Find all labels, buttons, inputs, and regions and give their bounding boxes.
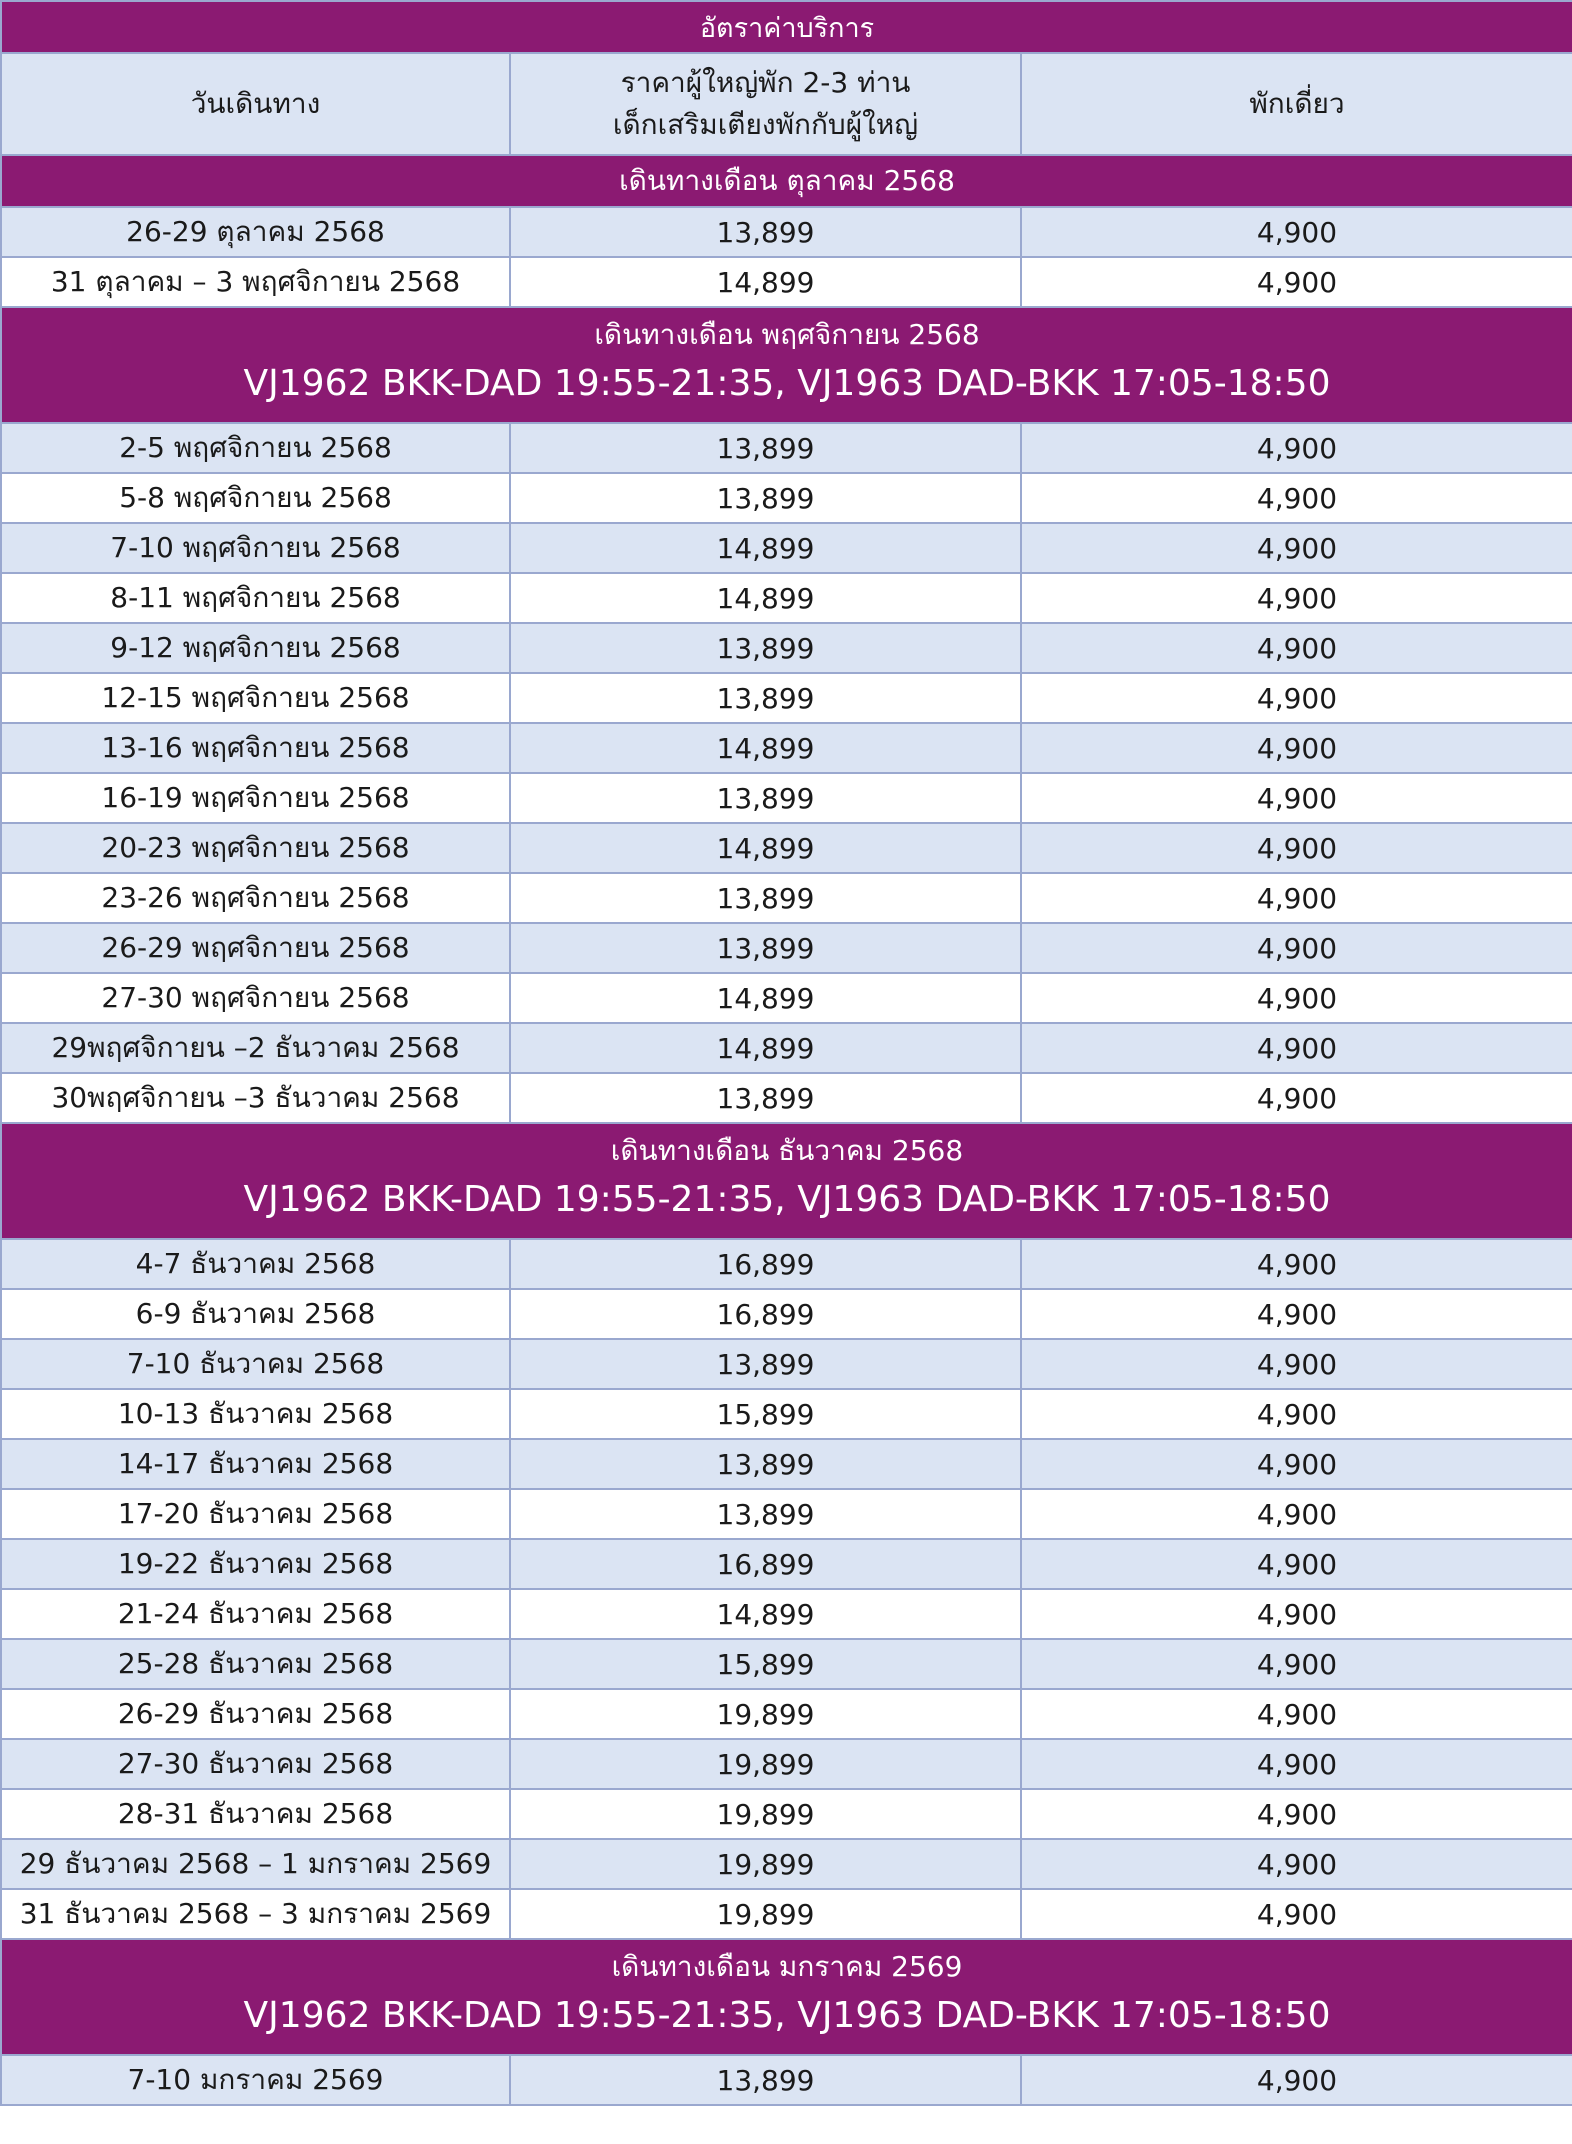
cell-single-supplement: 4,900 [1021, 257, 1572, 307]
table-row [1, 823, 1572, 873]
cell-single-supplement: 4,900 [1021, 1289, 1572, 1339]
cell-single-supplement: 4,900 [1021, 773, 1572, 823]
cell-single-supplement: 4,900 [1021, 723, 1572, 773]
table-row [1, 873, 1572, 923]
cell-travel-date: 25-28 ธันวาคม 2568 [1, 1639, 510, 1689]
table-row [1, 473, 1572, 523]
cell-travel-date: 16-19 พฤศจิกายน 2568 [1, 773, 510, 823]
cell-travel-date: 31 ตุลาคม – 3 พฤศจิกายน 2568 [1, 257, 510, 307]
cell-single-supplement: 4,900 [1021, 623, 1572, 673]
table-row [1, 1289, 1572, 1339]
cell-adult-price: 16,899 [510, 1289, 1021, 1339]
table-row [1, 1889, 1572, 1939]
header-adult-price [510, 53, 1021, 155]
cell-adult-price: 19,899 [510, 1739, 1021, 1789]
table-row [1, 257, 1572, 307]
rate-table-body [1, 1, 1572, 2105]
cell-adult-price: 13,899 [510, 1339, 1021, 1389]
cell-single-supplement: 4,900 [1021, 1539, 1572, 1589]
cell-adult-price: 14,899 [510, 1023, 1021, 1073]
cell-travel-date: 17-20 ธันวาคม 2568 [1, 1489, 510, 1539]
table-row [1, 1389, 1572, 1439]
cell-travel-date: 31 ธันวาคม 2568 – 3 มกราคม 2569 [1, 1889, 510, 1939]
cell-travel-date: 26-29 ตุลาคม 2568 [1, 207, 510, 257]
cell-travel-date: 21-24 ธันวาคม 2568 [1, 1589, 510, 1639]
cell-single-supplement: 4,900 [1021, 1389, 1572, 1439]
cell-travel-date: 7-10 มกราคม 2569 [1, 2055, 510, 2105]
cell-travel-date: 26-29 พฤศจิกายน 2568 [1, 923, 510, 973]
cell-single-supplement: 4,900 [1021, 1889, 1572, 1939]
month-label: เดินทางเดือน พฤศจิกายน 2568 [594, 318, 980, 352]
table-row [1, 1589, 1572, 1639]
cell-travel-date: 13-16 พฤศจิกายน 2568 [1, 723, 510, 773]
table-row [1, 1639, 1572, 1689]
cell-travel-date: 4-7 ธันวาคม 2568 [1, 1239, 510, 1289]
cell-adult-price: 13,899 [510, 1439, 1021, 1489]
cell-travel-date: 29พฤศจิกายน –2 ธันวาคม 2568 [1, 1023, 510, 1073]
table-row [1, 1539, 1572, 1589]
flight-info: VJ1962 BKK-DAD 19:55-21:35, VJ1963 DAD-BKK 17:05-18:50 [243, 363, 1331, 405]
cell-single-supplement: 4,900 [1021, 1589, 1572, 1639]
table-row [1, 1339, 1572, 1389]
cell-travel-date: 20-23 พฤศจิกายน 2568 [1, 823, 510, 873]
title-row [1, 1, 1572, 53]
cell-single-supplement: 4,900 [1021, 573, 1572, 623]
cell-travel-date: 30พฤศจิกายน –3 ธันวาคม 2568 [1, 1073, 510, 1123]
cell-travel-date: 9-12 พฤศจิกายน 2568 [1, 623, 510, 673]
month-banner [1, 155, 1572, 207]
cell-single-supplement: 4,900 [1021, 823, 1572, 873]
cell-adult-price: 13,899 [510, 873, 1021, 923]
table-row [1, 1839, 1572, 1889]
cell-travel-date: 7-10 ธันวาคม 2568 [1, 1339, 510, 1389]
month-label: เดินทางเดือน ตุลาคม 2568 [619, 164, 955, 197]
table-row [1, 1489, 1572, 1539]
table-row [1, 973, 1572, 1023]
cell-travel-date: 28-31 ธันวาคม 2568 [1, 1789, 510, 1839]
header-date: วันเดินทาง [1, 53, 510, 155]
cell-adult-price: 13,899 [510, 2055, 1021, 2105]
cell-single-supplement: 4,900 [1021, 423, 1572, 473]
flight-info: VJ1962 BKK-DAD 19:55-21:35, VJ1963 DAD-BKK 17:05-18:50 [243, 1179, 1331, 1221]
table-row [1, 523, 1572, 573]
cell-adult-price: 19,899 [510, 1789, 1021, 1839]
cell-single-supplement: 4,900 [1021, 207, 1572, 257]
table-row [1, 773, 1572, 823]
cell-travel-date: 27-30 พฤศจิกายน 2568 [1, 973, 510, 1023]
table-row [1, 1689, 1572, 1739]
cell-adult-price: 14,899 [510, 523, 1021, 573]
cell-single-supplement: 4,900 [1021, 1639, 1572, 1689]
cell-adult-price: 14,899 [510, 1589, 1021, 1639]
cell-adult-price: 13,899 [510, 923, 1021, 973]
cell-single-supplement: 4,900 [1021, 973, 1572, 1023]
cell-single-supplement: 4,900 [1021, 473, 1572, 523]
cell-travel-date: 14-17 ธันวาคม 2568 [1, 1439, 510, 1489]
table-row [1, 623, 1572, 673]
cell-adult-price: 19,899 [510, 1889, 1021, 1939]
cell-adult-price: 13,899 [510, 423, 1021, 473]
cell-travel-date: 26-29 ธันวาคม 2568 [1, 1689, 510, 1739]
flight-info: VJ1962 BKK-DAD 19:55-21:35, VJ1963 DAD-BKK 17:05-18:50 [243, 1995, 1331, 2037]
cell-travel-date: 10-13 ธันวาคม 2568 [1, 1389, 510, 1439]
cell-single-supplement: 4,900 [1021, 523, 1572, 573]
cell-single-supplement: 4,900 [1021, 1839, 1572, 1889]
header-row [1, 53, 1572, 155]
month-label: เดินทางเดือน ธันวาคม 2568 [610, 1134, 964, 1168]
table-row [1, 673, 1572, 723]
cell-adult-price: 13,899 [510, 1489, 1021, 1539]
cell-adult-price: 16,899 [510, 1239, 1021, 1289]
cell-single-supplement: 4,900 [1021, 1339, 1572, 1389]
month-banner-row [1, 1939, 1572, 2055]
cell-adult-price: 13,899 [510, 473, 1021, 523]
cell-adult-price: 14,899 [510, 573, 1021, 623]
cell-travel-date: 6-9 ธันวาคม 2568 [1, 1289, 510, 1339]
cell-single-supplement: 4,900 [1021, 2055, 1572, 2105]
cell-adult-price: 14,899 [510, 723, 1021, 773]
month-banner-row [1, 1123, 1572, 1239]
header-adult-line2: เด็กเสริมเตียงพักกับผู้ใหญ่ [612, 108, 919, 141]
cell-single-supplement: 4,900 [1021, 1739, 1572, 1789]
cell-adult-price: 13,899 [510, 207, 1021, 257]
cell-travel-date: 7-10 พฤศจิกายน 2568 [1, 523, 510, 573]
header-adult-line1: ราคาผู้ใหญ่พัก 2-3 ท่าน [620, 66, 911, 99]
cell-single-supplement: 4,900 [1021, 1789, 1572, 1839]
table-title: อัตราค่าบริการ [1, 1, 1572, 53]
table-row [1, 1073, 1572, 1123]
table-row [1, 1739, 1572, 1789]
table-row [1, 723, 1572, 773]
cell-single-supplement: 4,900 [1021, 1439, 1572, 1489]
cell-adult-price: 14,899 [510, 257, 1021, 307]
cell-single-supplement: 4,900 [1021, 1073, 1572, 1123]
table-row [1, 923, 1572, 973]
month-banner-row [1, 155, 1572, 207]
cell-adult-price: 14,899 [510, 973, 1021, 1023]
cell-single-supplement: 4,900 [1021, 1689, 1572, 1739]
cell-adult-price: 13,899 [510, 623, 1021, 673]
cell-single-supplement: 4,900 [1021, 873, 1572, 923]
cell-travel-date: 8-11 พฤศจิกายน 2568 [1, 573, 510, 623]
table-row [1, 2055, 1572, 2105]
table-row [1, 1023, 1572, 1073]
month-banner [1, 1123, 1572, 1239]
cell-adult-price: 13,899 [510, 673, 1021, 723]
cell-adult-price: 14,899 [510, 823, 1021, 873]
header-single: พักเดี่ยว [1021, 53, 1572, 155]
table-row [1, 1789, 1572, 1839]
month-banner [1, 307, 1572, 423]
cell-travel-date: 19-22 ธันวาคม 2568 [1, 1539, 510, 1589]
cell-travel-date: 27-30 ธันวาคม 2568 [1, 1739, 510, 1789]
cell-travel-date: 23-26 พฤศจิกายน 2568 [1, 873, 510, 923]
cell-adult-price: 13,899 [510, 1073, 1021, 1123]
table-row [1, 423, 1572, 473]
table-row [1, 207, 1572, 257]
cell-travel-date: 29 ธันวาคม 2568 – 1 มกราคม 2569 [1, 1839, 510, 1889]
cell-adult-price: 19,899 [510, 1839, 1021, 1889]
cell-single-supplement: 4,900 [1021, 923, 1572, 973]
cell-adult-price: 15,899 [510, 1389, 1021, 1439]
cell-single-supplement: 4,900 [1021, 1239, 1572, 1289]
month-banner-row [1, 307, 1572, 423]
cell-travel-date: 2-5 พฤศจิกายน 2568 [1, 423, 510, 473]
cell-single-supplement: 4,900 [1021, 673, 1572, 723]
cell-adult-price: 15,899 [510, 1639, 1021, 1689]
cell-adult-price: 13,899 [510, 773, 1021, 823]
month-label: เดินทางเดือน มกราคม 2569 [611, 1950, 963, 1984]
cell-travel-date: 5-8 พฤศจิกายน 2568 [1, 473, 510, 523]
table-row [1, 1439, 1572, 1489]
cell-single-supplement: 4,900 [1021, 1489, 1572, 1539]
cell-single-supplement: 4,900 [1021, 1023, 1572, 1073]
cell-adult-price: 16,899 [510, 1539, 1021, 1589]
month-banner [1, 1939, 1572, 2055]
cell-adult-price: 19,899 [510, 1689, 1021, 1739]
table-row [1, 573, 1572, 623]
table-row [1, 1239, 1572, 1289]
cell-travel-date: 12-15 พฤศจิกายน 2568 [1, 673, 510, 723]
